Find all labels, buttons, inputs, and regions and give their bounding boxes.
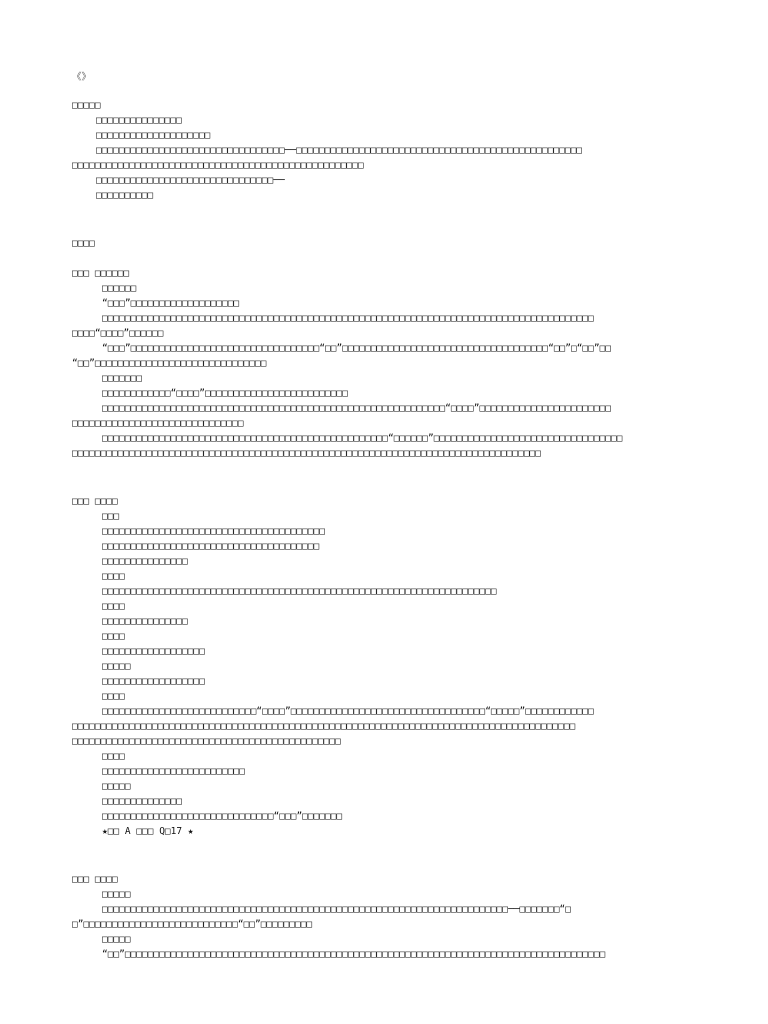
document-title: 《》 — [72, 72, 92, 83]
section-line: □□□□□□□□□□□□□□□□□□ — [102, 676, 205, 687]
section-2 — [72, 494, 702, 839]
section-line: □□□□□ — [102, 781, 131, 792]
intro-line: □□□□□□□□□□□□□□□□□□□□□□□□□□□□□□□□□──□□□□□□□□□□□□□□□□□□□□□□□□□□□□□□□□□□□□□□□□□□□□□□□□□□ — [96, 145, 583, 156]
section-line: □□□□ — [102, 631, 125, 642]
section-line: □□□□□□□□□□□□□□□□□□□□□□□□□ — [102, 766, 245, 777]
section-line: □□□□□□□□□□□□□□□ — [102, 556, 188, 567]
section-line: □□□□□□□□□□□□□□□□□□□□□□□□□□□□□□□□□□□□□□□□□□□□□□□□□□□□□□□□□□□□□□□□□□□□□□□──□□□□□□□“□ — [102, 904, 571, 915]
section-line: “□□□”□□□□□□□□□□□□□□□□□□□ — [102, 298, 240, 309]
intro-heading: □□□□□ — [72, 100, 101, 111]
section-line: □□□ — [102, 511, 120, 522]
section-line: □□□□□□□□□□□□□□ — [102, 796, 183, 807]
section-line: □□□□□ — [102, 889, 131, 900]
section-line: □□□□□□□□□□□□□□□□□□□□□□□□□□□□□□ — [72, 418, 244, 429]
section-line: “□□”□□□□□□□□□□□□□□□□□□□□□□□□□□□□□□□□□□□□□□□□□□□□□□□□□□□□□□□□□□□□□□□□□□□□□□□□□□□□□□□□□□□□ — [102, 949, 606, 960]
section-1 — [72, 266, 702, 461]
section-line: □□□□ — [102, 751, 125, 762]
intro-line: □□□□□□□□□□□□□□□□□□□□□□□□□□□□□□□□□□□□□□□□□□□□□□□□□□□ — [72, 160, 364, 171]
star-note: ★□□ A □□□ Q□17 ★ — [102, 826, 194, 837]
section-line: □□□□□□□□□□□□□□□□□□□□□□□□□□□□□□□□□□□□□□□□□□□□□□□□□□□□□□□□□□□□□□□□□□□□□□□□□□□□□□□□□□□□□□ — [102, 313, 594, 324]
section-line: □□□□□□□□□□□□□□□□□□□□□□□□□□□□□□□□□□□□□□□□□□□□□□□□□□“□□□□□□”□□□□□□□□□□□□□□□□□□□□□□□□□□□□□□□□□ — [102, 433, 623, 444]
section-line: □□□□□□ — [102, 283, 137, 294]
section-line: □□□□□□□□□□□□□□□□□□□□□□□□□□□□□□□□□□□□□□ — [102, 541, 320, 552]
section-heading: □□□□ — [72, 238, 95, 249]
section-line: □□□□□□□□□□□□□□□□□□□□□□□□□□□□□□“□□□”□□□□□□□ — [102, 811, 343, 822]
section-line: □□□□□□□□□□□□“□□□□”□□□□□□□□□□□□□□□□□□□□□□□□□ — [102, 388, 348, 399]
section-heading: □□□ □□□□ — [72, 496, 118, 507]
intro-line: □□□□□□□□□□□□□□□□□□□□ — [96, 130, 211, 141]
section-line: □□□□“□□□□”□□□□□□ — [72, 328, 164, 339]
section-line: □□□□□□□□□□□□□□□□□□□□□□□□□□□□□□□□□□□□□□□□□□□□□□□□□□□□□□□□□□□□□□□□□□□□□□□□□□□□□□□□□□ — [72, 448, 541, 459]
section-line: □”□□□□□□□□□□□□□□□□□□□□□□□□□□□“□□”□□□□□□□□□ — [72, 919, 313, 930]
section-line: □□□□□□□□□□□□□□□□□□□□□□□□□□□“□□□□”□□□□□□□□□□□□□□□□□□□□□□□□□□□□□□□□□□“□□□□□”□□□□□□□□□□□□ — [102, 706, 594, 717]
section-3 — [72, 872, 702, 962]
section-line: □□□□□□□□□□□□□□□□□□□□□□□□□□□□□□□□□□□□□□□ — [102, 526, 326, 537]
section-line: □□□□□□□□□□□□□□□ — [102, 616, 188, 627]
section-line: □□□□□□□□□□□□□□□□□□□□□□□□□□□□□□□□□□□□□□□□□□□□□□□ — [72, 736, 341, 747]
section-line: □□□□□□□□□□□□□□□□□□□□□□□□□□□□□□□□□□□□□□□□□□□□□□□□□□□□□□□□□□□□□□□□□□□□□ — [102, 586, 497, 597]
section-line: □□□□ — [102, 571, 125, 582]
section-heading: □□□ □□□□ — [72, 874, 118, 885]
section-line: □□□□□□□ — [102, 373, 143, 384]
section-line: “□□”□□□□□□□□□□□□□□□□□□□□□□□□□□□□□□ — [72, 358, 267, 369]
intro-section — [72, 98, 702, 203]
intro-line: □□□□□□□□□□ — [96, 190, 154, 201]
section-line: □□□□□ — [102, 661, 131, 672]
section-line: “□□□”□□□□□□□□□□□□□□□□□□□□□□□□□□□□□□□□□“□□”□□□□□□□□□□□□□□□□□□□□□□□□□□□□□□□□□□□□“□□”□“□□”□□ — [102, 343, 612, 354]
section-line: □□□□□□□□□□□□□□□□□□□□□□□□□□□□□□□□□□□□□□□□□□□□□□□□□□□□□□□□□□□□□□□□□□□□□□□□□□□□□□□□□□□□□□□□ — [72, 721, 576, 732]
section-line: □□□□ — [102, 691, 125, 702]
section-heading: □□□ □□□□□□ — [72, 268, 130, 279]
section-line: □□□□□□□□□□□□□□□□□□ — [102, 646, 205, 657]
section-line: □□□□ — [102, 601, 125, 612]
section-line: □□□□□□□□□□□□□□□□□□□□□□□□□□□□□□□□□□□□□□□□□□□□□□□□□□□□□□□□□□□□“□□□□”□□□□□□□□□□□□□□□□□□□□□□□ — [102, 403, 612, 414]
section-line: □□□□□ — [102, 934, 131, 945]
intro-line: □□□□□□□□□□□□□□□ — [96, 115, 182, 126]
intro-line: □□□□□□□□□□□□□□□□□□□□□□□□□□□□□□□── — [96, 175, 285, 186]
